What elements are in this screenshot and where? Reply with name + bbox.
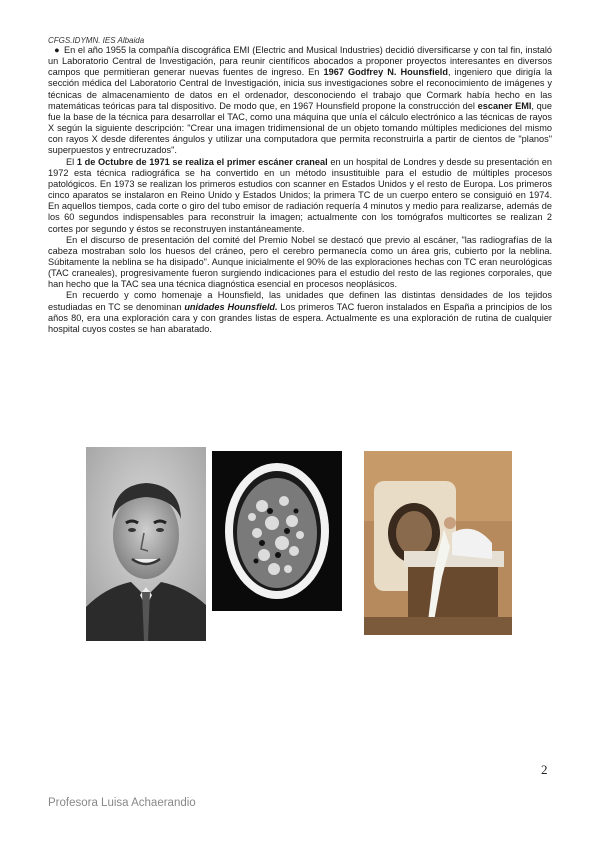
p4-run-2: Los primeros TAC fueron instalados en España a principios de los años 80, era una exploración cara y con grandes listas de espera. Actualmente es una exploración de rutina de cualquier hospital cuyos costes se han abaratado. bbox=[48, 301, 552, 334]
p4-run-0: En recuerdo y como homenaje a Hounsfield, las unidades que definen las distintas densidades de los tejidos estudiadas en TC se denominan bbox=[48, 290, 552, 312]
p1-run-3: escaner EMI bbox=[477, 100, 532, 111]
bullet-icon: ● bbox=[54, 45, 60, 55]
p1-run-1: 1967 Godfrey N. Hounsfield bbox=[323, 67, 448, 78]
figures bbox=[0, 447, 600, 647]
paragraph-3 bbox=[48, 235, 552, 291]
page-number: 2 bbox=[541, 762, 548, 777]
p1-run-4: , que fue la base de la técnica para desarrollar el TAC, como una máquina que unía el cálculo electrónico a las técnicas de rayos X según la siguiente descripción: "Crear una imagen tridimensional de un objeto tomando múltiples mediciones del mismo con rayos X desde diferentes ángulos y utilizar una computadora que permita reconstruirla a partir de cientos de "planos" superpuestos y entrecruzados". bbox=[48, 100, 553, 156]
p1-run-2: , ingeniero que dirigía la sección médica del Laboratorio Central de Investigación, inicia sus investigaciones sobre el reconocimiento de imágenes y técnicas de almacenamiento de datos en el ordenador, desconociendo el trabajo que Cormark había hecho en las matemáticas teóricas para tal dispositivo. De modo que, en 1967 Hounsfield propone la construcción del bbox=[48, 67, 552, 111]
body-text bbox=[48, 45, 552, 335]
p2-run-2: en un hospital de Londres y desde su presentación en 1972 esta técnica radiográfica se ha convertido en un método insustituible para el estudio de múltiples procesos patológicos. En 1973 se realizan los primeros estudios con scanner en Estados Unidos y el resto de Europa. Los primeros cinco aparatos se instalaron en Reino Unido y Estados Unidos; la primera TC de un cuerpo entero se consiguió en 1974. En aquellos tiempos, cada corte o giro del tubo emisor de radiación requería 4 minutos y medio para realizarse, además de los 60 segundos indispensables para reconstruir la imagen; actualmente con los tomógrafos multicortes se realizan 2 cortes por segundo y éstos se reconstruyen instantáneamente. bbox=[48, 156, 552, 234]
ct-scan-image bbox=[212, 451, 342, 611]
page-footer: Profesora Luisa Achaerandio bbox=[48, 797, 196, 809]
p2-run-0: El bbox=[66, 156, 77, 167]
paragraph-2 bbox=[48, 157, 552, 235]
p3-run-0: En el discurso de presentación del comité del Premio Nobel se destacó que previo al escáner, "las radiografías de la cabeza mostraban solo los huesos del cráneo, pero el cerebro permanecía como un área gris, cubierto por la neblina. Súbitamente la neblina se ha disipado". Aunque inicialmente el 90% de las exploraciones hechas con TC eran neurológicas (TAC craneales), progresivamente fueron surgiendo indicaciones para el estudio del resto de las regiones corporales, que han hecho que la TAC sea una técnica diagnóstica esencial en procesos neoplásicos. bbox=[48, 234, 552, 290]
p1-run-0: En el año 1955 la compañía discográfica EMI (Electric and Musical Industries) decidió diversificarse y con tal fin, instaló un Laboratorio Central de Investigación, para reunir científicos abocados a proponer proyectos interesantes en diversos campos que permitieran generar nuevas fuentes de ingreso. En bbox=[48, 45, 552, 78]
paragraph-4 bbox=[48, 290, 552, 335]
paragraph-1 bbox=[48, 45, 552, 157]
page-header: CFGS.IDYMN. IES Albaida bbox=[48, 36, 145, 45]
scanner-machine-photo bbox=[364, 451, 512, 635]
p4-run-1: unidades Hounsfield. bbox=[184, 301, 278, 312]
p2-run-1: 1 de Octubre de 1971 se realiza el primer escáner craneal bbox=[76, 156, 328, 167]
portrait-photo bbox=[86, 447, 206, 641]
